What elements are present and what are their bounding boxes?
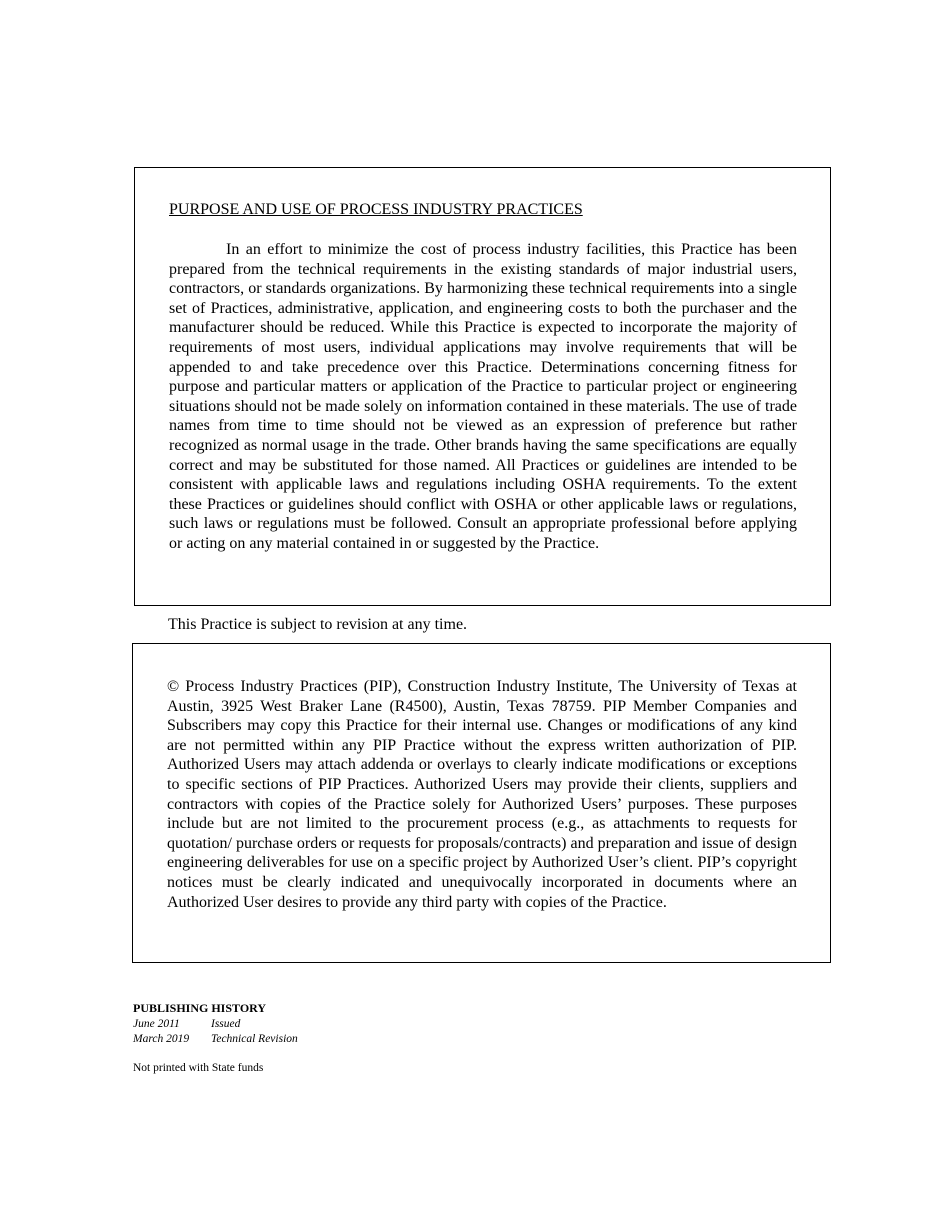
- history-entry-date: June 2011: [133, 1018, 180, 1030]
- history-entry: [133, 1017, 298, 1032]
- footer-note: Not printed with State funds: [133, 1062, 264, 1074]
- copyright-content: [167, 677, 797, 912]
- copyright-box: [132, 643, 831, 963]
- purpose-paragraph: In an effort to minimize the cost of process industry facilities, this Practice has been prepared from the technical requirements in the existing standards of major industrial users, contractors, or standards organizations. By harmonizing these technical requirements into a single set of Practices, administrative, application, and engineering costs to both the purchaser and the manufacturer should be reduced. While this Practice is expected to incorporate the majority of requirements of most users, individual applications may involve requirements that will be appended to and take precedence over this Practice. Determinations concerning fitness for purpose and particular matters or application of the Practice to particular project or engineering situations should not be made solely on information contained in these materials. The use of trade names from time to time should not be viewed as an expression of preference but rather recognized as normal usage in the trade. Other brands having the same specifications are equally correct and may be substituted for those named. All Practices or guidelines are intended to be consistent with applicable laws and regulations including OSHA requirements. To the extent these Practices or guidelines should conflict with OSHA or other applicable laws or regulations, such laws or regulations must be followed. Consult an appropriate professional before applying or acting on any material contained in or suggested by the Practice.: [169, 241, 797, 552]
- purpose-heading: PURPOSE AND USE OF PROCESS INDUSTRY PRACTICES: [169, 201, 583, 218]
- publishing-history: [133, 1000, 298, 1046]
- copyright-paragraph: © Process Industry Practices (PIP), Construction Industry Institute, The University of Texas at Austin, 3925 West Braker Lane (R4500), Austin, Texas 78759. PIP Member Companies and Subscribers may copy this Practice for their internal use. Changes or modifications of any kind are not permitted within any PIP Practice without the express written authorization of PIP. Authorized Users may attach addenda or overlays to clearly indicate modifications or exceptions to specific sections of PIP Practices. Authorized Users may provide their clients, suppliers and contractors with copies of the Practice solely for Authorized Users’ purposes. These purposes include but are not limited to the procurement process (e.g., as attachments to requests for quotation/ purchase orders or requests for proposals/contracts) and preparation and issue of design engineering deliverables for use on a specific project by Authorized User’s client. PIP’s copyright notices must be clearly indicated and unequivocally incorporated in documents where an Authorized User desires to provide any third party with copies of the Practice.: [167, 678, 797, 911]
- history-entry-date: March 2019: [133, 1032, 190, 1045]
- purpose-box: [134, 167, 831, 606]
- history-entry-event: Technical Revision: [211, 1032, 298, 1045]
- revision-note: This Practice is subject to revision at any time.: [168, 616, 468, 633]
- history-entry: [133, 1032, 298, 1047]
- publishing-history-title: PUBLISHING HISTORY: [133, 1001, 267, 1015]
- purpose-content: [169, 200, 797, 554]
- history-entry-event: Issued: [211, 1018, 241, 1030]
